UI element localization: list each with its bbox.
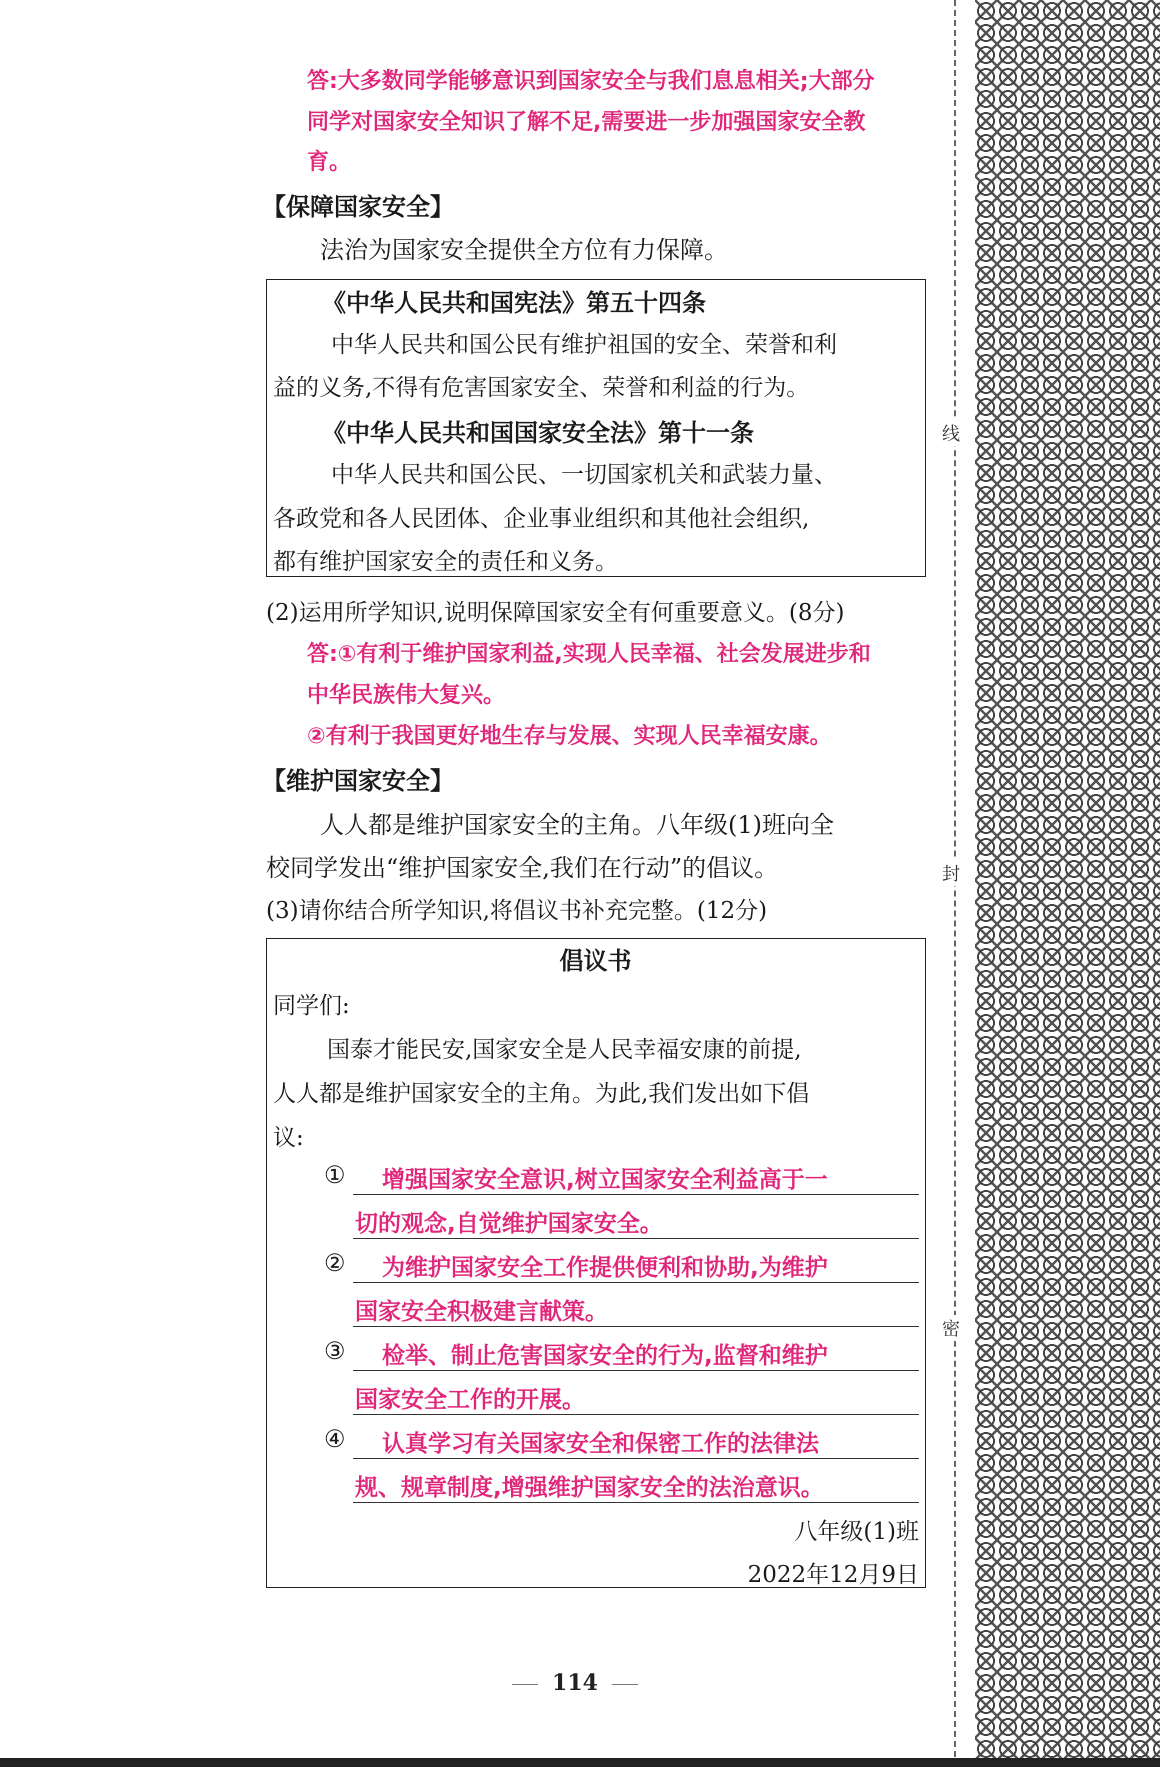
proposal-greeting: 同学们:	[273, 993, 350, 1019]
answer-underline	[353, 1238, 919, 1239]
proposal-date: 2022年12月9日	[747, 1562, 919, 1588]
proposal-signature: 八年级(1)班	[794, 1519, 919, 1545]
section-title-safeguard: 【保障国家安全】	[262, 193, 454, 221]
proposal-item-number: ①	[324, 1161, 346, 1189]
answer-underline	[353, 1326, 919, 1327]
proposal-body-line3: 议:	[273, 1125, 304, 1151]
law2-title: 《中华人民共和国国家安全法》第十一条	[322, 419, 754, 447]
section-title-maintain: 【维护国家安全】	[262, 767, 454, 795]
answer2-line3: ②有利于我国更好地生存与发展、实现人民幸福安康。	[307, 724, 832, 749]
proposal-item1-line1: 增强国家安全意识,树立国家安全利益高于一	[382, 1167, 828, 1193]
section2-intro-line2: 校同学发出“维护国家安全,我们在行动”的倡议。	[266, 854, 779, 882]
answer-underline	[353, 1370, 919, 1371]
law1-line1: 中华人民共和国公民有维护祖国的安全、荣誉和利	[331, 332, 837, 358]
margin-mark-line: 线	[942, 420, 960, 446]
proposal-item-number: ④	[324, 1425, 346, 1453]
proposal-item-number: ③	[324, 1337, 346, 1365]
proposal-title: 倡议书	[559, 947, 632, 975]
answer-underline	[353, 1414, 919, 1415]
question3-text: (3)请你结合所学知识,将倡议书补充完整。(12分)	[266, 898, 768, 924]
page-number-text: 114	[552, 1670, 598, 1696]
proposal-body-line2: 人人都是维护国家安全的主角。为此,我们发出如下倡	[273, 1081, 810, 1107]
answer-underline	[353, 1502, 919, 1503]
proposal-item3-line1: 检举、制止危害国家安全的行为,监督和维护	[382, 1343, 828, 1369]
answer2-line1: 答:①有利于维护国家利益,实现人民幸福、社会发展进步和	[307, 642, 871, 667]
law2-line1: 中华人民共和国公民、一切国家机关和武装力量、	[331, 462, 837, 488]
law1-title: 《中华人民共和国宪法》第五十四条	[322, 289, 706, 317]
proposal-item3-line2: 国家安全工作的开展。	[355, 1387, 585, 1413]
law2-line3: 都有维护国家安全的责任和义务。	[273, 549, 618, 575]
bottom-bar	[0, 1758, 1160, 1767]
answer1-line1: 答:大多数同学能够意识到国家安全与我们息息相关;大部分	[307, 69, 875, 94]
answer1-line2: 同学对国家安全知识了解不足,需要进一步加强国家安全教	[307, 110, 866, 135]
proposal-item-number: ②	[324, 1249, 346, 1277]
law2-line2: 各政党和各人民团体、企业事业组织和其他社会组织,	[273, 506, 810, 532]
margin-mark-seal: 封	[942, 860, 960, 886]
proposal-body-line1: 国泰才能民安,国家安全是人民幸福安康的前提,	[327, 1037, 802, 1063]
proposal-letter-box	[266, 938, 926, 1588]
proposal-item4-line2: 规、规章制度,增强维护国家安全的法治意识。	[355, 1475, 824, 1501]
proposal-item4-line1: 认真学习有关国家安全和保密工作的法律法	[382, 1431, 819, 1457]
law1-line2: 益的义务,不得有危害国家安全、荣誉和利益的行为。	[273, 375, 810, 401]
answer1-line3: 育。	[307, 150, 352, 175]
proposal-item2-line2: 国家安全积极建言献策。	[355, 1299, 608, 1325]
proposal-item2-line1: 为维护国家安全工作提供便利和协助,为维护	[382, 1255, 828, 1281]
question2-text: (2)运用所学知识,说明保障国家安全有何重要意义。(8分)	[266, 600, 845, 626]
answer2-line2: 中华民族伟大复兴。	[307, 683, 506, 708]
answer-underline	[353, 1194, 919, 1195]
section2-intro-line1: 人人都是维护国家安全的主角。八年级(1)班向全	[320, 811, 834, 839]
decorative-pattern-border	[975, 0, 1160, 1767]
proposal-item1-line2: 切的观念,自觉维护国家安全。	[355, 1211, 663, 1237]
answer-underline	[353, 1458, 919, 1459]
answer-underline	[353, 1282, 919, 1283]
law-excerpt-box	[266, 279, 926, 577]
margin-mark-secret: 密	[942, 1315, 960, 1341]
section1-intro: 法治为国家安全提供全方位有力保障。	[320, 236, 728, 264]
